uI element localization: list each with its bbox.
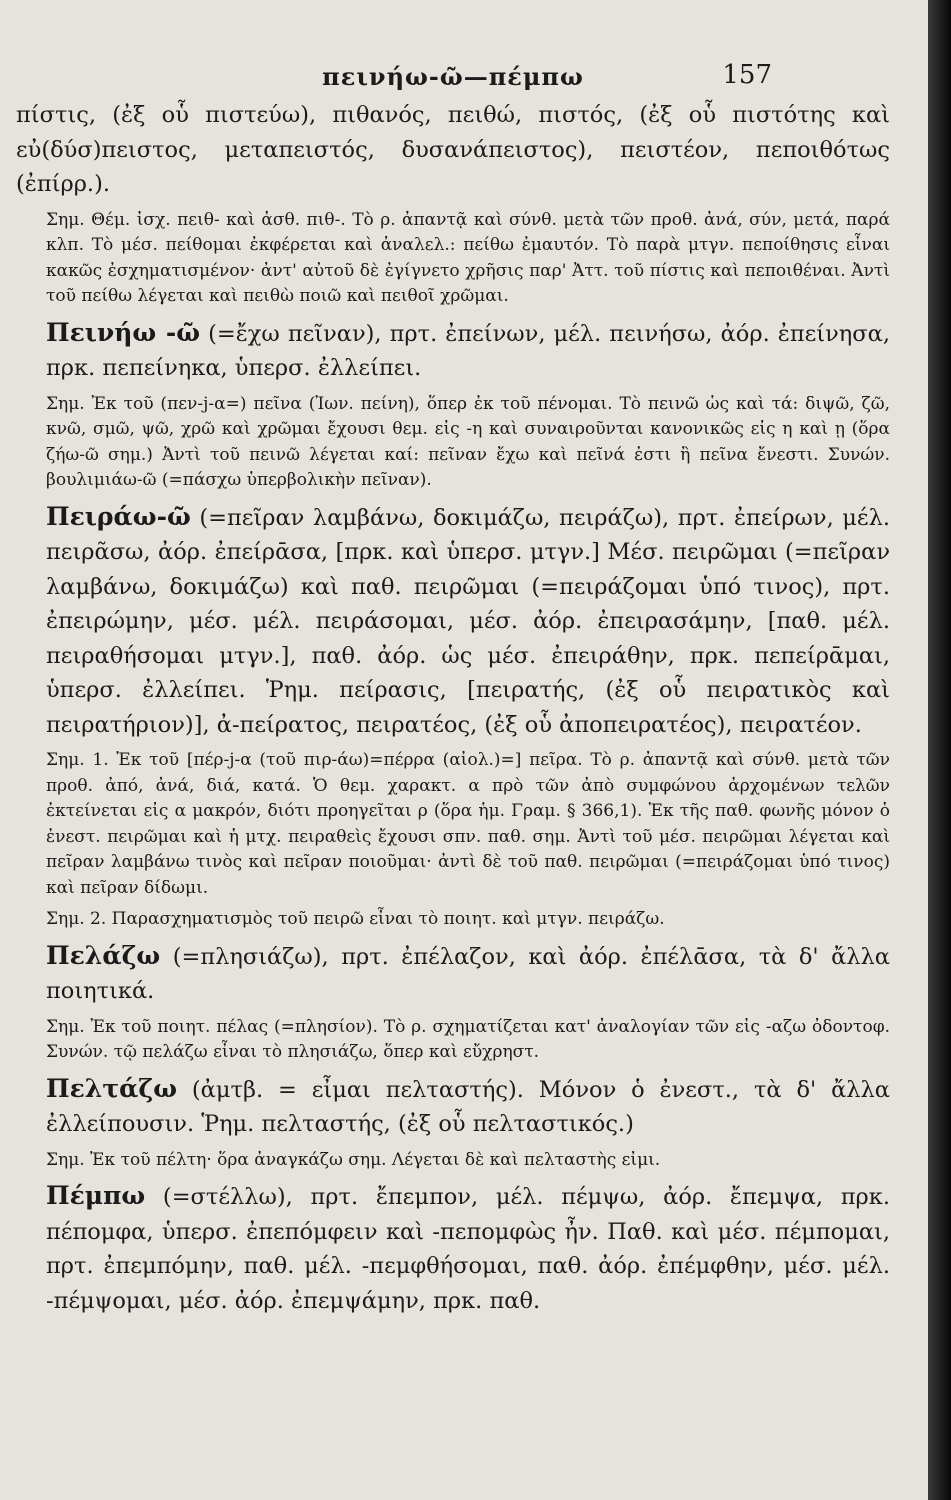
entry-note: Σημ. Ἐκ τοῦ ποιητ. πέλας (=πλησίον). Τὸ ρ. σχηματίζεται κατ' ἀναλογίαν τῶν εἰς -αζω ὀδοντοφ. Συνών. τῷ πελάζω εἶναι τὸ πλησιάζω, ὅπερ καὶ εὔχρηστ. xyxy=(46,1016,890,1062)
page-edge-shadow xyxy=(928,0,951,1500)
entry-peinao xyxy=(16,316,890,494)
entry-pempo xyxy=(16,1179,890,1318)
page-header xyxy=(16,58,890,98)
entry-note: Σημ. 2. Παρασχηματισμὸς τοῦ πειρῶ εἶναι τὸ ποιητ. καὶ μτγν. πειράζω. xyxy=(46,909,665,929)
entry-text: (=στέλλω), πρτ. ἔπεμπον, μέλ. πέμψω, ἀόρ. ἔπεμψα, πρκ. πέπομφα, ὑπερσ. ἐπεπόμφειν καὶ -πεπομφὼς ἦν. Παθ. καὶ μέσ. πέμπομαι, πρτ. ἐπεμπόμην, παθ. μέλ. -πεμφθήσομαι, παθ. ἀόρ. ἐπέμφθην, μέσ. μέλ. -πέμψομαι, μέσ. ἀόρ. ἐπεμψάμην, πρκ. παθ. xyxy=(46,1184,890,1314)
headword: Πέμπω xyxy=(46,1181,146,1210)
entry-body xyxy=(16,316,890,386)
entry-text: (=πεῖραν λαμβάνω, δοκιμάζω, πειράζω), πρτ. ἐπείρων, μέλ. πειρᾶσω, ἀόρ. ἐπείρᾱσα, [πρκ. καὶ ὑπερσ. μτγν.] Μέσ. πειρῶμαι (=πεῖραν λαμβάνω, δοκιμάζω) καὶ παθ. πειρῶμαι (=πειράζομαι ὑπό τινος), πρτ. ἐπειρώμην, μέσ. μέλ. πειράσομαι, μέσ. ἀόρ. ἐπειρασάμην, [παθ. μέλ. πειραθήσομαι μτγν.], παθ. ἀόρ. ὡς μέσ. ἐπειράθην, πρκ. πεπείρᾱμαι, ὑπερσ. ἐλλείπει. Ῥημ. πείρασις, [πειρατής, (ἐξ οὗ πειρατικὸς καὶ πειρατήριον)], ἀ-πείρατος, πειρατέος, (ἐξ οὗ ἀποπειρατέος), πειρατέον. xyxy=(46,504,890,738)
entry-body xyxy=(16,1179,890,1318)
entry-peirao xyxy=(16,500,890,933)
entry-text: (ἀμτβ. = εἶμαι πελταστής). Μόνον ὁ ἐνεστ., τὰ δ' ἄλλα ἐλλείπουσιν. Ῥημ. πελταστής, (ἐξ οὗ πελταστικός.) xyxy=(46,1076,890,1137)
entry-peltazo xyxy=(16,1072,890,1174)
entry-text: (=ἔχω πεῖναν), πρτ. ἐπείνων, μέλ. πεινήσω, ἀόρ. ἐπείνησα, πρκ. πεπείνηκα, ὑπερσ. ἐλλείπει. xyxy=(46,320,890,381)
intro-note: Σημ. Θέμ. ἰσχ. πειθ- καὶ ἀσθ. πιθ-. Τὸ ρ. ἀπαντᾷ καὶ σύνθ. μετὰ τῶν προθ. ἀνά, σύν, μετά, παρά κλπ. Τὸ μέσ. πείθομαι ἐκφέρεται καὶ ἀναλελ.: πείθω ἐμαυτόν. Τὸ παρὰ μτγν. πεποίθησις εἶναι κακῶς ἐσχηματισμένον· ἀντ' αὐτοῦ δὲ ἐγίγνετο χρῆσις παρ' Ἀττ. τοῦ πίστις καὶ πεποιθέναι. Ἀντὶ τοῦ πείθω λέγεται καὶ πειθὼ ποιῶ καὶ πειθοῖ χρῶμαι. xyxy=(46,209,890,306)
entry-note: Σημ. Ἐκ τοῦ (πεν-j-α=) πεῖνα (Ἰων. πείνη), ὅπερ ἐκ τοῦ πένομαι. Τὸ πεινῶ ὡς καὶ τά: διψῶ, ζῶ, κνῶ, σμῶ, ψῶ, χρῶ καὶ χρῶμαι ἔχουσι θεμ. εἰς -η καὶ συναιροῦνται κανονικῶς εἰς η καὶ ῃ (ὅρα ζήω-ῶ σημ.) Ἀντὶ τοῦ πεινῶ λέγεται καί: πεῖναν ἔχω καὶ πεῖνά ἐστι ἢ πεῖνα ἔνεστι. Συνών. βουλιμιάω-ῶ (=πάσχω ὑπερβολικὴν πεῖναν). xyxy=(46,393,890,490)
entry-pelazo xyxy=(16,939,890,1066)
intro-text: πίστις, (ἐξ οὗ πιστεύω), πιθανός, πειθώ, πιστός, (ἐξ οὗ πιστότης καὶ εὐ(δύσ)πειστος, μεταπειστός, δυσανάπειστος), πειστέον, πεποιθότως (ἐπίρρ.). xyxy=(16,102,890,197)
headword: Πεινήω -ῶ xyxy=(46,317,201,347)
headword: Πελάζω xyxy=(46,940,161,970)
headword: Πελτάζω xyxy=(46,1073,178,1103)
headword: Πειράω-ῶ xyxy=(46,501,191,531)
entry-text: (=πλησιάζω), πρτ. ἐπέλαζον, καὶ ἀόρ. ἐπέλᾱσα, τὰ δ' ἄλλα ποιητικά. xyxy=(46,943,890,1004)
entry-body xyxy=(16,939,890,1009)
entry-note: Σημ. Ἐκ τοῦ πέλτη· ὅρα ἀναγκάζω σημ. Λέγεται δὲ καὶ πελταστὴς εἰμι. xyxy=(46,1149,661,1170)
running-title: πεινήω-ῶ—πέμπω xyxy=(322,62,584,91)
entry-note: Σημ. 1. Ἐκ τοῦ [πέρ-j-α (τοῦ πιρ-άω)=πέρρα (αἰολ.)=] πεῖρα. Τὸ ρ. ἀπαντᾷ καὶ σύνθ. μετὰ τῶν προθ. ἀπό, ἀνά, διά, κατά. Ὁ θεμ. χαρακτ. α πρὸ τῶν ἀπὸ συμφώνου ἀρχομένων τελῶν ἐκτείνεται εἰς α μακρόν, διότι προηγεῖται ρ (ὅρα ἡμ. Γραμ. § 366,1). Ἐκ τῆς παθ. φωνῆς μόνον ὁ ἐνεστ. πειρῶμαι καὶ ἡ μτχ. πειραθεὶς ἔχουσι σπν. παθ. σημ. Ἀντὶ τοῦ μέσ. πειρῶμαι λέγεται καὶ πεῖραν λαμβάνω τινὸς καὶ πεῖραν ποιοῦμαι· ἀντὶ δὲ τοῦ παθ. πειρῶμαι (=πειράζομαι ὑπό τινος) καὶ πεῖραν δίδωμι. xyxy=(46,750,890,898)
entry-body xyxy=(16,1072,890,1142)
entry-body xyxy=(16,500,890,743)
page-number: 157 xyxy=(722,60,772,90)
